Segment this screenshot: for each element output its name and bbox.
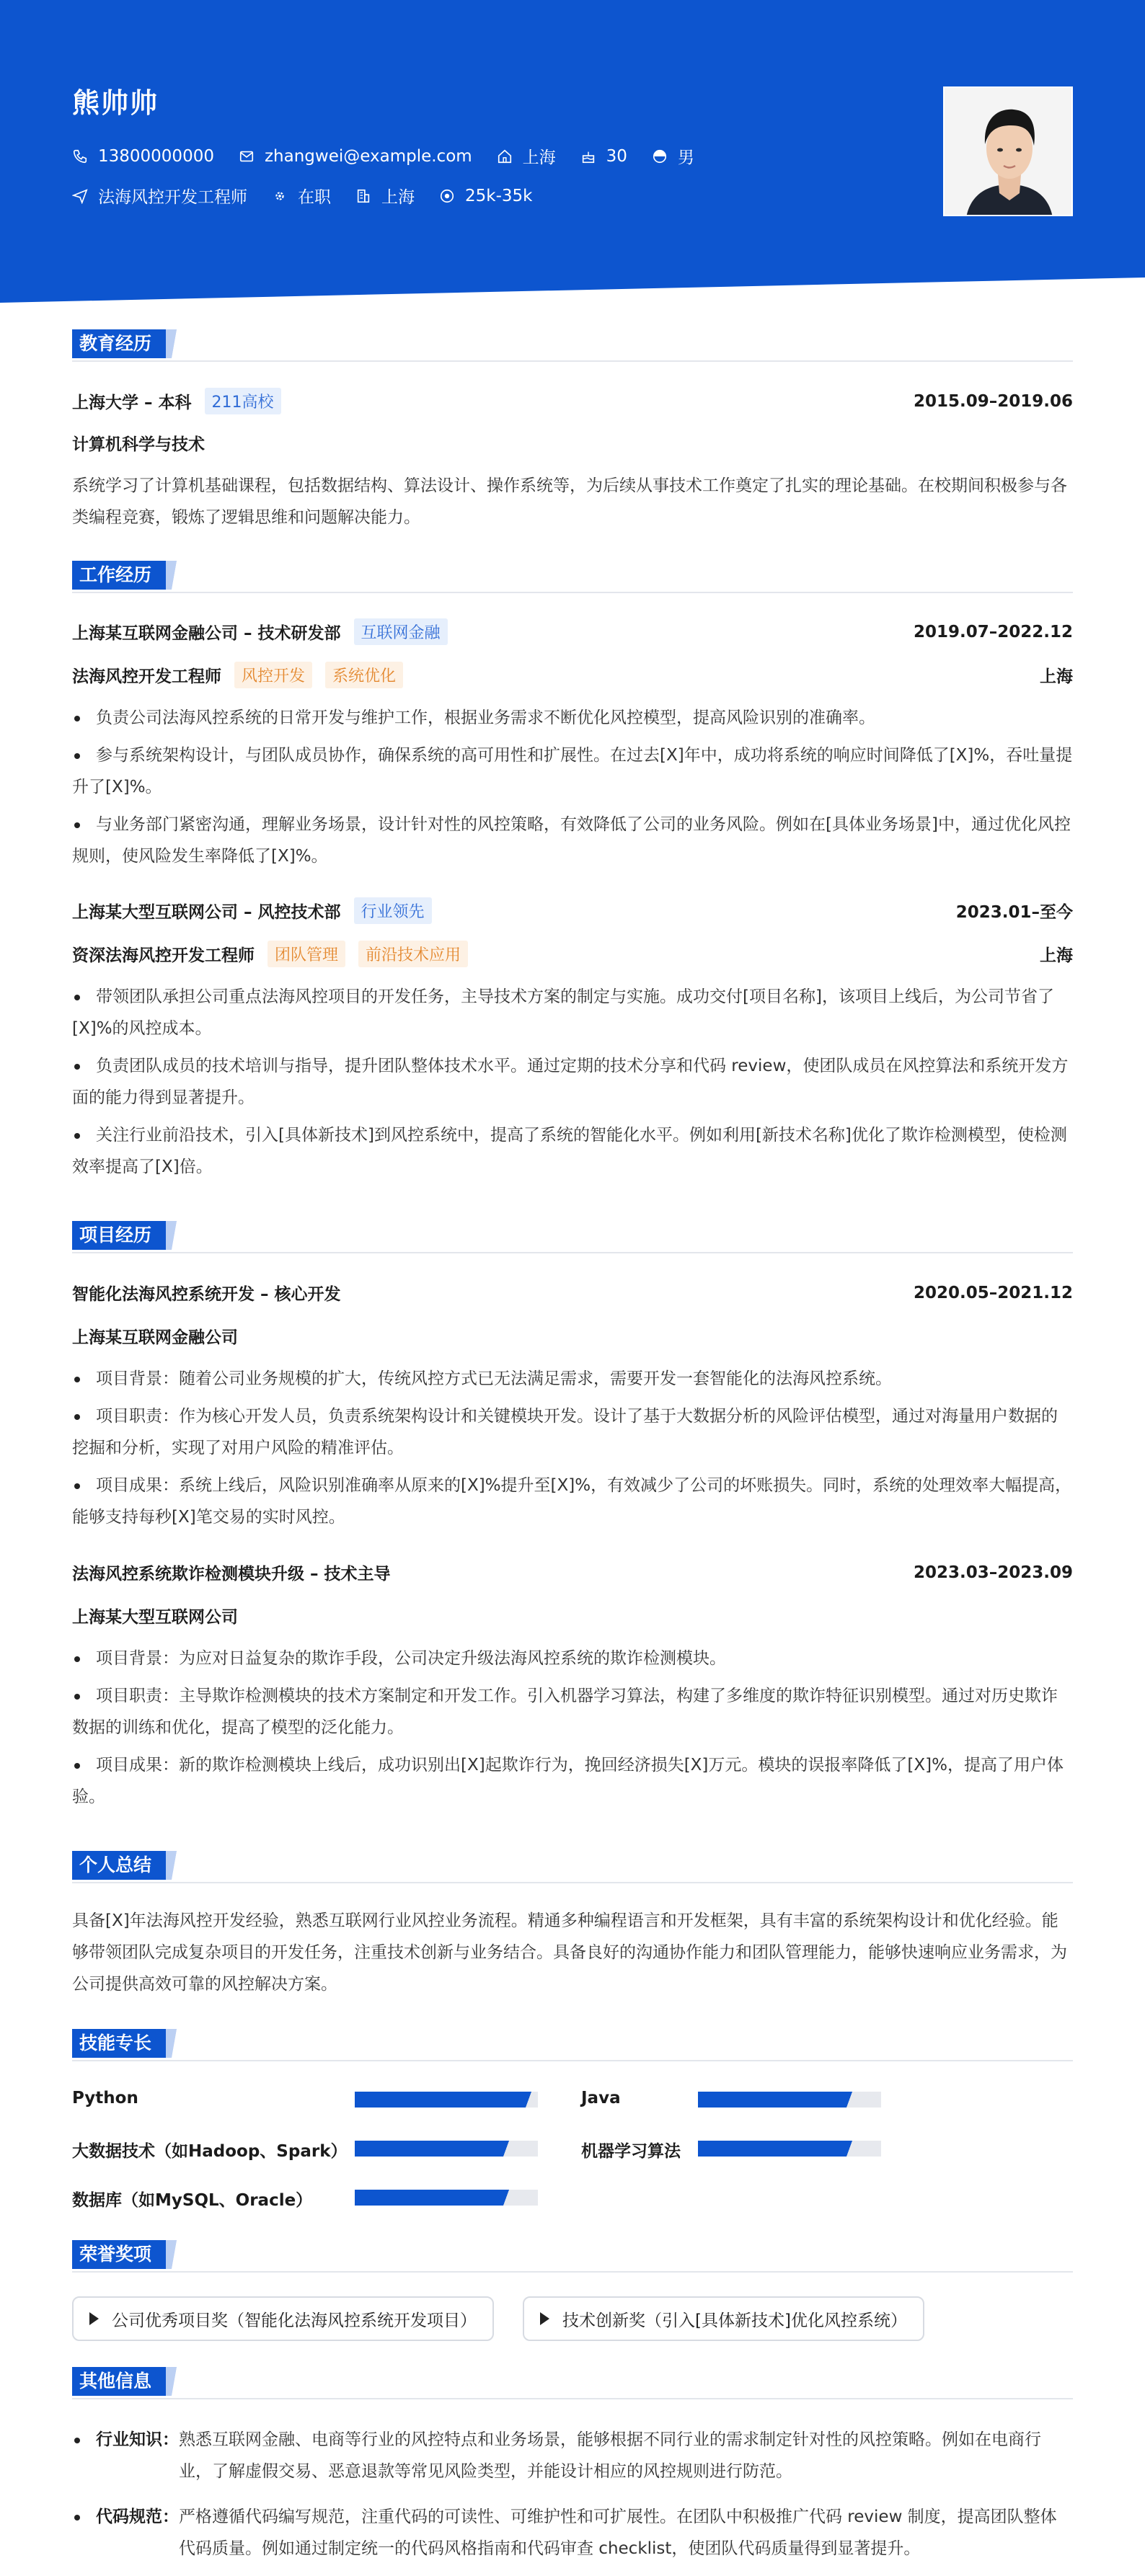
- project-2-company: 上海某大型互联网公司: [72, 1608, 238, 1627]
- section-divider: [72, 2398, 1073, 2399]
- triangle-right-icon: [89, 2312, 99, 2325]
- skill-name: Python: [72, 2089, 138, 2108]
- work-1-date: 2019.07–2022.12: [913, 622, 1073, 641]
- salary-text: 25k-35k: [465, 186, 533, 205]
- status-item: [272, 184, 331, 208]
- work-2-city: 上海: [1040, 946, 1073, 965]
- other-value: 严格遵循代码编写规范，注重代码的可读性、可维护性和可扩展性。在团队中积极推广代码 review 制度，提高团队整体代码质量。例如通过制定统一的代码风格指南和代码审查 checklist，使团队代码质量得到显著提升。: [179, 2508, 1057, 2558]
- location-item: [497, 144, 556, 168]
- work-1-bullets: [72, 702, 1073, 878]
- project-1-company: 上海某互联网金融公司: [72, 1328, 238, 1347]
- work-2-role: 资深法海风控开发工程师: [72, 946, 255, 965]
- gender-icon: [652, 148, 668, 164]
- skill-bar: [355, 2141, 538, 2157]
- mail-icon: [239, 148, 255, 164]
- location-text: 上海: [522, 148, 556, 167]
- target-job-text: 法海风控开发工程师: [98, 188, 247, 207]
- skill-bar-fill: [355, 2141, 502, 2157]
- project-2-company-row: [72, 1604, 1073, 1627]
- section-divider: [72, 1882, 1073, 1883]
- list-item: 项目背景：随着公司业务规模的扩大，传统风控方式已无法满足需求，需要开发一套智能化的法海风控系统。: [72, 1363, 1073, 1395]
- section-summary: [72, 1851, 1073, 1883]
- section-divider: [72, 2271, 1073, 2273]
- project-2-name: 法海风控系统欺诈检测模块升级 – 技术主导: [72, 1565, 391, 1584]
- project-1-header: [72, 1281, 1073, 1305]
- list-item: 项目职责：作为核心开发人员，负责系统架构设计和关键模块开发。设计了基于大数据分析的风险评估模型，通过对海量用户数据的挖掘和分析，实现了对用户风险的精准评估。: [72, 1400, 1073, 1464]
- project-1-name: 智能化法海风控系统开发 – 核心开发: [72, 1285, 341, 1304]
- section-divider: [72, 592, 1073, 593]
- list-item: 参与系统架构设计，与团队成员协作，确保系统的高可用性和扩展性。在过去[X]年中，成功将系统的响应时间降低了[X]%，吞吐量提升了[X]%。: [72, 740, 1073, 803]
- work-2-bullets: [72, 981, 1073, 1189]
- skill-bar: [355, 2190, 538, 2206]
- work-1-role-row: [72, 662, 1073, 688]
- list-item: 项目职责：主导欺诈检测模块的技术方案制定和开发工作。引入机器学习算法，构建了多维度的欺诈特征识别模型。通过对历史欺诈数据的训练和优化，提高了模型的泛化能力。: [72, 1680, 1073, 1744]
- avatar: [943, 86, 1073, 216]
- work-1-role-tag: 系统优化: [325, 662, 403, 688]
- phone-item: [72, 147, 214, 166]
- skill-name: 数据库（如MySQL、Oracle）: [72, 2191, 313, 2210]
- skill-bar: [698, 2141, 881, 2157]
- gender-text: 男: [677, 148, 694, 167]
- skill-bar-fill: [355, 2092, 524, 2108]
- project-2-date: 2023.03–2023.09: [913, 1563, 1073, 1582]
- work-2-company: 上海某大型互联网公司 – 风控技术部: [72, 903, 341, 922]
- target-job-item: [72, 184, 247, 208]
- avatar-portrait: [945, 88, 1073, 216]
- other-value: 熟悉互联网金融、电商等行业的风控特点和业务场景，能够根据不同行业的需求制定针对性的风控策略。例如在电商行业，了解虚假交易、恶意退款等常见风险类型，并能设计相应的风控规则进行防范。: [179, 2430, 1041, 2481]
- other-key: 行业知识：: [72, 2424, 179, 2487]
- section-divider: [72, 360, 1073, 362]
- skill-name: 大数据技术（如Hadoop、Spark）: [72, 2142, 348, 2161]
- other-item: [72, 2424, 1073, 2487]
- work-1-header: [72, 618, 1073, 645]
- phone-icon: [72, 148, 88, 164]
- list-item: 项目背景：为应对日益复杂的欺诈手段，公司决定升级法海风控系统的欺诈检测模块。: [72, 1643, 1073, 1674]
- contact-row: [72, 144, 719, 168]
- section-divider: [72, 1252, 1073, 1253]
- email-item: [239, 147, 472, 166]
- home-icon: [497, 148, 513, 164]
- section-skills: [72, 2029, 1073, 2061]
- skill-bar-fill: [698, 2092, 845, 2108]
- candidate-name: 熊帅帅: [72, 87, 159, 119]
- gear-icon: [272, 188, 288, 204]
- section-education: [72, 329, 1073, 361]
- major: 计算机科学与技术: [72, 435, 205, 454]
- send-icon: [72, 188, 88, 204]
- job-intent-row: [72, 184, 557, 208]
- work-2-role-tag: 团队管理: [268, 941, 345, 967]
- building-icon: [355, 188, 371, 204]
- school-name: 上海大学 – 本科: [72, 394, 192, 412]
- summary-text: 具备[X]年法海风控开发经验，熟悉互联网行业风控业务流程。精通多种编程语言和开发框架，具有丰富的系统架构设计和优化经验。能够带领团队完成复杂项目的开发任务，注重技术创新与业务结合。具备良好的沟通协作能力和团队管理能力，能够快速响应业务需求，为公司提供高效可靠的风控解决方案。: [72, 1911, 1067, 1994]
- other-key: 代码规范：: [72, 2501, 179, 2564]
- coin-icon: [439, 188, 455, 204]
- cake-icon: [580, 148, 596, 164]
- work-1-tag: 互联网金融: [354, 618, 448, 645]
- age-text: 30: [606, 146, 627, 166]
- project-1-date: 2020.05–2021.12: [913, 1283, 1073, 1302]
- section-title-awards: 荣誉奖项: [72, 2240, 166, 2269]
- skill-name: Java: [581, 2089, 621, 2108]
- status-text: 在职: [298, 188, 331, 207]
- school-tag: 211高校: [205, 388, 281, 414]
- section-work: [72, 561, 1073, 592]
- award-text: 公司优秀项目奖（智能化法海风控系统开发项目）: [112, 2311, 477, 2330]
- section-awards: [72, 2240, 1073, 2272]
- skill-bar-fill: [698, 2141, 845, 2157]
- section-divider: [72, 2060, 1073, 2061]
- education-major-row: [72, 431, 1073, 455]
- list-item: 负责团队成员的技术培训与指导，提升团队整体技术水平。通过定期的技术分享和代码 review，使团队成员在风控算法和系统开发方面的能力得到显著提升。: [72, 1050, 1073, 1114]
- project-1-bullets: [72, 1363, 1073, 1539]
- work-2-role-row: [72, 941, 1073, 967]
- triangle-right-icon: [540, 2312, 549, 2325]
- other-item: [72, 2501, 1073, 2564]
- work-1-company: 上海某互联网金融公司 – 技术研发部: [72, 624, 341, 643]
- education-header: [72, 388, 1073, 414]
- award-item: [523, 2296, 924, 2341]
- gender-item: [652, 144, 694, 168]
- project-2-bullets: [72, 1643, 1073, 1818]
- age-item: [580, 147, 627, 166]
- list-item: 带领团队承担公司重点法海风控项目的开发任务，主导技术方案的制定与实施。成功交付[项目名称]，该项目上线后，为公司节省了[X]%的风控成本。: [72, 981, 1073, 1044]
- section-title-skills: 技能专长: [72, 2029, 166, 2058]
- skill-bar: [355, 2092, 538, 2108]
- section-title-other: 其他信息: [72, 2367, 166, 2396]
- list-item: 项目成果：系统上线后，风险识别准确率从原来的[X]%提升至[X]%，有效减少了公司的坏账损失。同时，系统的处理效率大幅提高，能够支持每秒[X]笔交易的实时风控。: [72, 1470, 1073, 1533]
- target-city-text: 上海: [381, 188, 415, 207]
- target-city-item: [355, 184, 415, 208]
- skill-name: 机器学习算法: [581, 2142, 681, 2161]
- work-1-city: 上海: [1040, 667, 1073, 686]
- work-1-role-tag: 风控开发: [234, 662, 312, 688]
- work-2-date: 2023.01–至今: [955, 903, 1073, 922]
- list-item: 与业务部门紧密沟通，理解业务场景，设计针对性的风控策略，有效降低了公司的业务风险。例如在[具体业务场景]中，通过优化风控规则，使风险发生率降低了[X]%。: [72, 809, 1073, 872]
- email-text: zhangwei@example.com: [264, 146, 472, 166]
- project-2-header: [72, 1560, 1073, 1584]
- section-title-summary: 个人总结: [72, 1851, 166, 1880]
- resume-header: [0, 0, 1145, 310]
- work-1-role: 法海风控开发工程师: [72, 667, 221, 686]
- award-text: 技术创新奖（引入[具体新技术]优化风控系统）: [562, 2311, 907, 2330]
- project-1-company-row: [72, 1324, 1073, 1348]
- section-title-education: 教育经历: [72, 329, 166, 358]
- section-project: [72, 1221, 1073, 1253]
- education-desc: 系统学习了计算机基础课程，包括数据结构、算法设计、操作系统等，为后续从事技术工作奠定了扎实的理论基础。在校期间积极参与各类编程竞赛，锻炼了逻辑思维和问题解决能力。: [72, 476, 1067, 527]
- skill-bar-fill: [355, 2190, 502, 2206]
- salary-item: [439, 187, 532, 205]
- work-2-role-tag: 前沿技术应用: [358, 941, 468, 967]
- work-2-header: [72, 897, 1073, 924]
- education-date: 2015.09–2019.06: [913, 391, 1073, 411]
- skill-bar: [698, 2092, 881, 2108]
- work-2-tag: 行业领先: [354, 897, 432, 924]
- section-other: [72, 2367, 1073, 2399]
- list-item: 负责公司法海风控系统的日常开发与维护工作，根据业务需求不断优化风控模型，提高风险识别的准确率。: [72, 702, 1073, 734]
- section-title-work: 工作经历: [72, 561, 166, 590]
- award-item: [72, 2296, 494, 2341]
- list-item: 关注行业前沿技术，引入[具体新技术]到风控系统中，提高了系统的智能化水平。例如利用[新技术名称]优化了欺诈检测模型，使检测效率提高了[X]倍。: [72, 1119, 1073, 1183]
- phone-text: 13800000000: [98, 146, 214, 166]
- section-title-project: 项目经历: [72, 1221, 166, 1250]
- list-item: 项目成果：新的欺诈检测模块上线后，成功识别出[X]起欺诈行为，挽回经济损失[X]万元。模块的误报率降低了[X]%，提高了用户体验。: [72, 1749, 1073, 1813]
